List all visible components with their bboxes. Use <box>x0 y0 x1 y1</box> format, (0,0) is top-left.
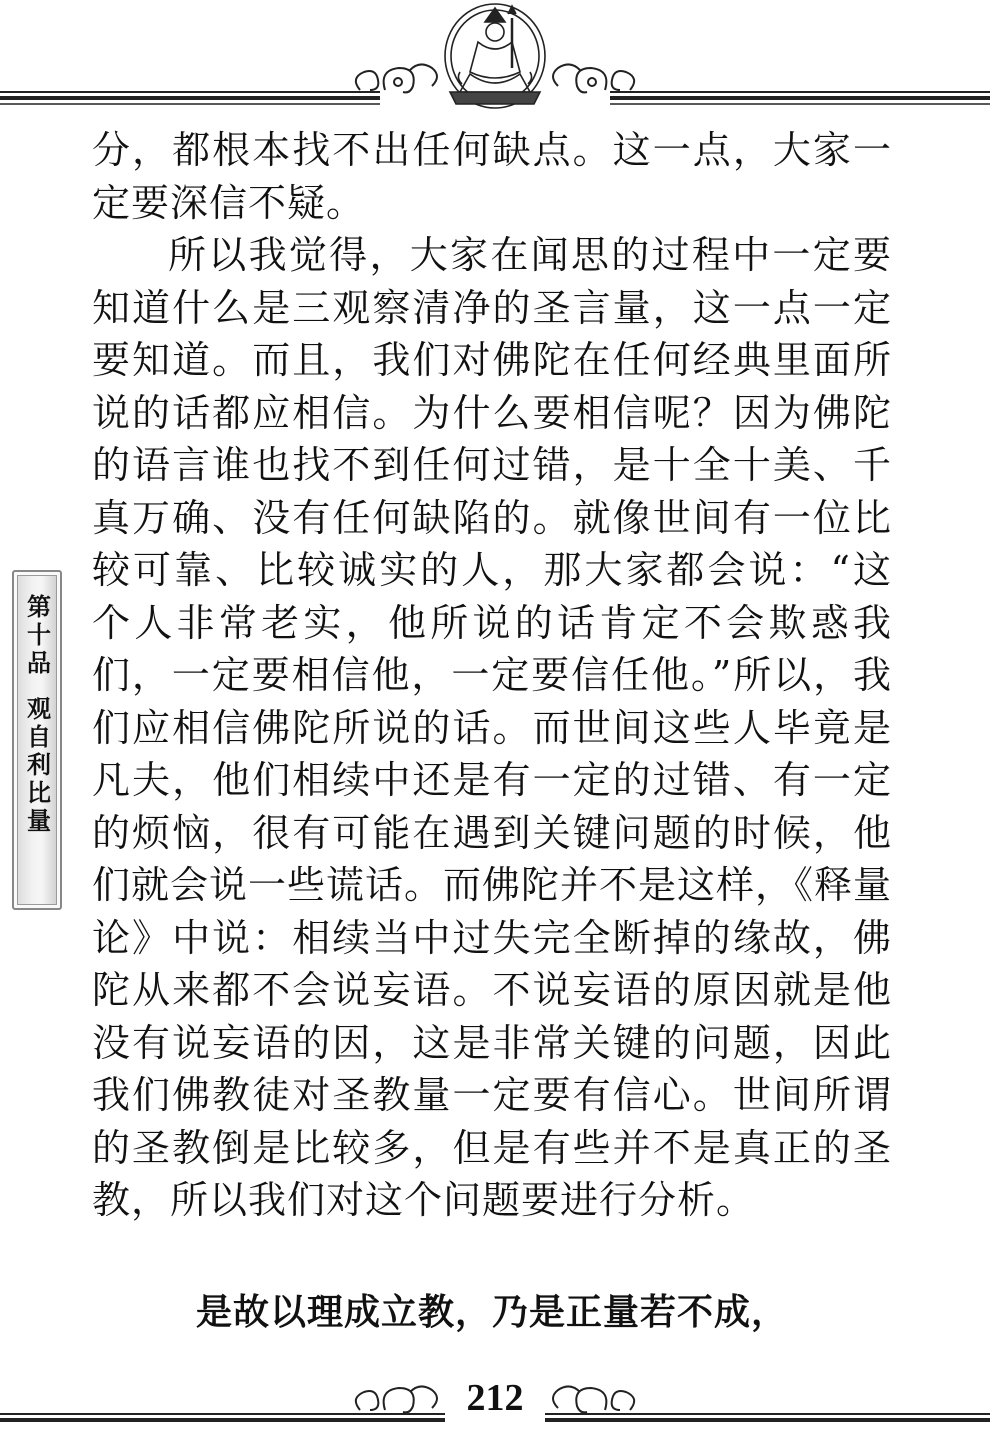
chapter-number: 第十品 <box>22 594 51 678</box>
paragraph: 所以我觉得，大家在闻思的过程中一定要知道什么是三观察清净的圣言量，这一点一定要知道。而且，我们对佛陀在任何经典里面所说的话都应相信。为什么要相信呢？因为佛陀的语言谁也找不到任何过错，是十全十美、千真万确、没有任何缺陷的。就像世间有一位比较可靠、比较诚实的人，那大家都会说：“这个人非常老实，他所说的话肯定不会欺惑我们，一定要相信他，一定要信任他。”所以，我们应相信佛陀所说的话。而世间这些人毕竟是凡夫，他们相续中还是有一定的过错、有一定的烦恼，很有可能在遇到关键问题的时候，他们就会说一些谎话。而佛陀并不是这样，《释量论》中说：相续当中过失完全断掉的缘故，佛陀从来都不会说妄语。不说妄语的原因就是他没有说妄语的因，这是非常关键的问题，因此我们佛教徒对圣教量一定要有信心。世间所谓的圣教倒是比较多，但是有些并不是真正的圣教，所以我们对这个问题要进行分析。 <box>92 233 893 1222</box>
chapter-side-tab <box>12 570 62 910</box>
body-text <box>92 124 892 1227</box>
chapter-title: 观自利比量 <box>22 696 51 836</box>
right-cloud-icon <box>553 64 634 92</box>
chapter-tab-text <box>14 594 60 836</box>
left-cloud-icon <box>356 64 437 92</box>
header-ornament <box>0 0 990 120</box>
deity-figure-icon <box>445 4 545 108</box>
paragraph: 分，都根本找不出任何缺点。这一点，大家一定要深信不疑。 <box>92 128 892 225</box>
verse-line: 是故以理成立教，乃是正量若不成， <box>195 1292 788 1333</box>
page-number: 212 <box>466 1377 524 1419</box>
page-header <box>0 0 990 120</box>
